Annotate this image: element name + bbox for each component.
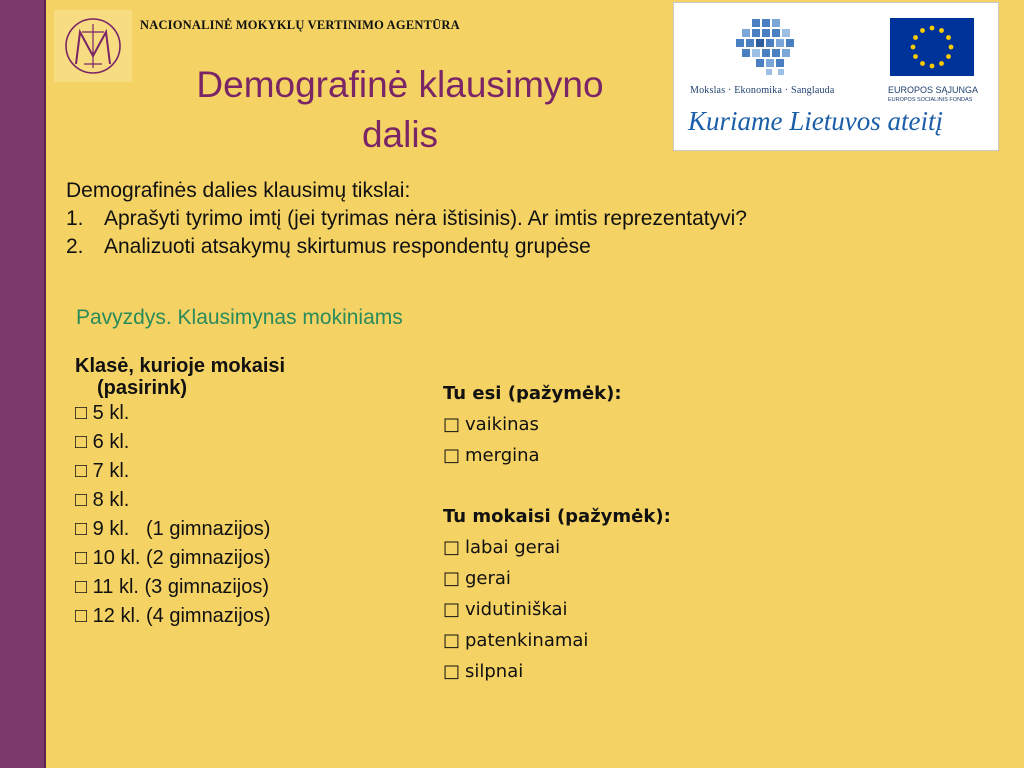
checkbox-icon: □ — [443, 630, 461, 651]
slide-title-line1: Demografinė klausimyno — [196, 64, 604, 105]
checkbox-icon: □ — [443, 661, 461, 682]
checkbox-icon: □ — [443, 599, 461, 620]
class-option: □ 12 kl. (4 gimnazijos) — [75, 605, 271, 627]
class-question-block — [75, 355, 285, 631]
goals-block — [66, 177, 747, 261]
checkbox-icon: □ — [443, 568, 461, 589]
slide-title-line2: dalis — [361, 114, 439, 155]
goal-item — [66, 233, 747, 261]
agency-name: NACIONALINĖ MOKYKLŲ VERTINIMO AGENTŪRA — [140, 18, 460, 32]
partner-logos — [673, 2, 999, 151]
option-label: gerai — [465, 568, 511, 589]
example-heading: Pavyzdys. Klausimynas mokiniams — [76, 306, 403, 329]
class-option: □ 5 kl. — [75, 402, 130, 424]
gender-question: Tu esi (pažymėk): — [443, 383, 622, 404]
goal-text: Aprašyti tyrimo imtį (jei tyrimas nėra ištisinis). Ar imtis reprezentatyvi? — [104, 207, 747, 230]
option-label: mergina — [465, 445, 540, 466]
gender-grades-block — [443, 378, 671, 687]
grades-option — [443, 656, 671, 687]
checkbox-icon: □ — [443, 445, 461, 466]
class-option: □ 7 kl. — [75, 460, 130, 482]
goal-number: 2. — [66, 235, 84, 258]
eu-label: EUROPOS SĄJUNGA — [888, 85, 979, 95]
agency-logo — [54, 10, 132, 82]
option-label: labai gerai — [465, 537, 561, 558]
mesl-mosaic-logo — [722, 15, 862, 83]
left-accent-bar — [0, 0, 46, 768]
checkbox-icon: □ — [443, 414, 461, 435]
grades-option — [443, 594, 671, 625]
class-question-hint: (pasirink) — [97, 377, 188, 399]
option-label: vidutiniškai — [465, 599, 568, 620]
gender-option — [443, 440, 671, 471]
goal-number: 1. — [66, 207, 84, 230]
option-label: patenkinamai — [465, 630, 589, 651]
class-option: □ 8 kl. — [75, 489, 130, 511]
grades-option — [443, 532, 671, 563]
option-label: vaikinas — [465, 414, 539, 435]
option-label: silpnai — [465, 661, 524, 682]
grades-question: Tu mokaisi (pažymėk): — [443, 506, 671, 527]
slogan: Kuriame Lietuvos ateitį — [688, 106, 943, 136]
eu-flag-icon — [890, 18, 974, 76]
class-option: □ 11 kl. (3 gimnazijos) — [75, 576, 269, 598]
mesl-label: Mokslas · Ekonomika · Sanglauda — [690, 85, 835, 96]
esf-label: EUROPOS SOCIALINIS FONDAS — [888, 97, 973, 103]
grades-option — [443, 625, 671, 656]
class-option: □ 9 kl. (1 gimnazijos) — [75, 518, 271, 540]
slide-title — [140, 60, 660, 160]
goal-item — [66, 205, 747, 233]
checkbox-icon: □ — [443, 537, 461, 558]
goals-intro: Demografinės dalies klausimų tikslai: — [66, 179, 411, 202]
goal-text: Analizuoti atsakymų skirtumus respondentų grupėse — [104, 235, 591, 258]
class-option: □ 10 kl. (2 gimnazijos) — [75, 547, 271, 569]
grades-option — [443, 563, 671, 594]
class-question: Klasė, kurioje mokaisi — [75, 355, 286, 377]
gender-option — [443, 409, 671, 440]
class-option: □ 6 kl. — [75, 431, 130, 453]
